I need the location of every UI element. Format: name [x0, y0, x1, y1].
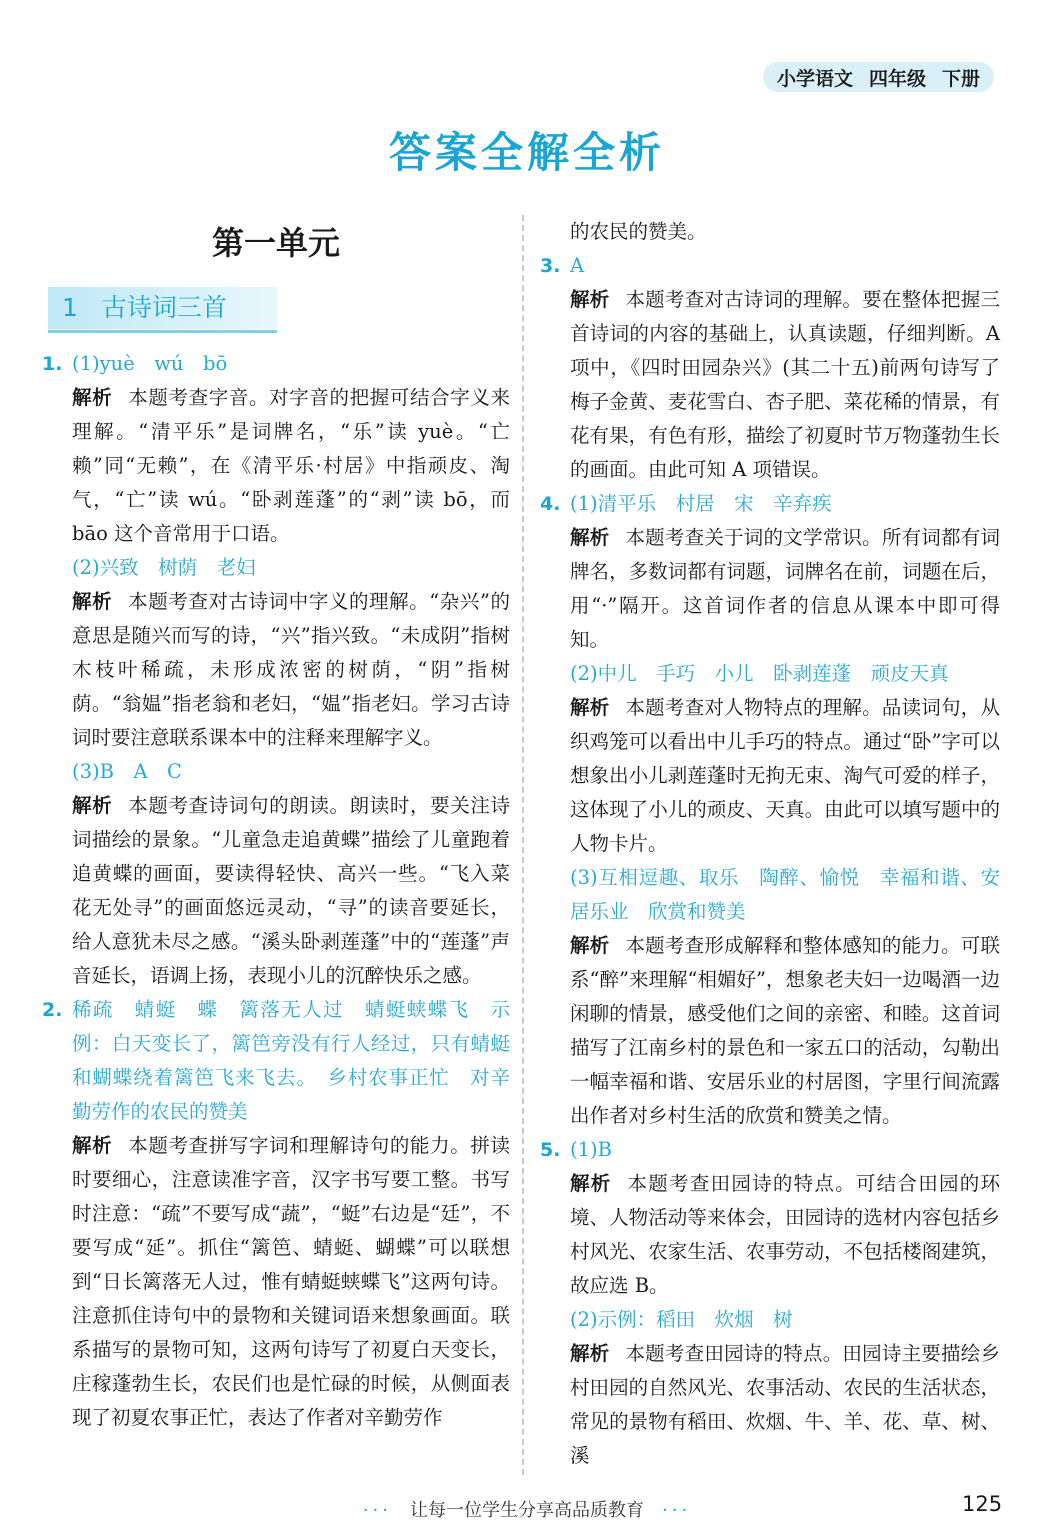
answer-item	[42, 551, 510, 585]
answer-item	[540, 1303, 1000, 1337]
page-title: 答案全解全析	[388, 128, 665, 177]
analysis-text: 本题考查对人物特点的理解。品读词句，从织鸡笼可以看出中儿手巧的特点。通过“卧”字可以想象出小儿剥莲蓬时无拘无束、淘气可爱的样子，这体现了小儿的顽皮、天真。由此可以填写题中的人物卡片。	[570, 696, 1000, 855]
analysis-text: 本题考查对古诗词中字义的理解。“杂兴”的意思是随兴而写的诗，“兴”指兴致。“未成阴”指树木枝叶稀疏，未形成浓密的树荫，“阴”指树荫。“翁媪”指老翁和老妇，“媪”指老妇。学习古诗词时要注意联系课本中的注释来理解字义。	[72, 590, 510, 749]
analysis-label: 解析	[570, 1342, 610, 1365]
analysis-block	[540, 521, 1000, 657]
answer-item	[42, 755, 510, 789]
analysis-label: 解析	[72, 1134, 113, 1157]
answer-text: (2)中儿 手巧 小儿 卧剥莲蓬 顽皮天真	[570, 662, 949, 685]
footer-slogan	[0, 1496, 1054, 1522]
question-number: 1.	[42, 353, 63, 375]
question-item	[540, 1133, 1000, 1167]
analysis-text: 本题考查田园诗的特点。田园诗主要描绘乡村田园的自然风光、农事活动、农民的生活状态，常见的景物有稻田、炊烟、牛、羊、花、草、树、溪	[570, 1342, 1000, 1467]
footer-dots-right: ···	[662, 1500, 692, 1521]
analysis-label: 解析	[570, 934, 610, 957]
answer-text: (3)B A C	[72, 760, 182, 783]
analysis-label: 解析	[570, 1172, 612, 1195]
column-divider	[522, 215, 524, 1475]
analysis-label: 解析	[72, 794, 113, 817]
analysis-label: 解析	[72, 590, 113, 613]
answer-text: 稀疏 蜻蜓 蝶 篱落无人过 蜻蜓蛱蝶飞 示例：白天变长了，篱笆旁没有行人经过，只有蜻蜓和蝴蝶绕着篱笆飞来飞去。 乡村农事正忙 对辛勤劳作的农民的赞美	[72, 998, 510, 1123]
analysis-block	[42, 1129, 510, 1435]
analysis-label: 解析	[570, 526, 610, 549]
analysis-block	[540, 1337, 1000, 1473]
analysis-text: 本题考查字音。对字音的把握可结合字义来理解。“清平乐”是词牌名，“乐”读 yuè。“亡赖”同“无赖”，在《清平乐·村居》中指顽皮、淘气，“亡”读 wú。“卧剥莲蓬”的“剥”读 bō，而 bāo 这个音常用于口语。	[72, 386, 510, 545]
unit-title: 第一单元	[211, 224, 340, 262]
analysis-block	[42, 789, 510, 993]
analysis-label: 解析	[570, 696, 610, 719]
grade-label: 四年级	[868, 67, 926, 90]
question-number: 3.	[540, 255, 561, 277]
analysis-text: 本题考查形成解释和整体感知的能力。可联系“醉”来理解“相媚好”，想象老夫妇一边喝酒一边闲聊的情景，感受他们之间的亲密、和睦。这首词描写了江南乡村的景色和一家五口的活动，勾勒出一幅幸福和谐、安居乐业的村居图，字里行间流露出作者对乡村生活的欣赏和赞美之情。	[570, 934, 1000, 1127]
analysis-text: 本题考查拼写字词和理解诗句的能力。拼读时要细心，注意读准字音，汉字书写要工整。书写时注意：“疏”不要写成“蔬”，“蜓”右边是“廷”，不要写成“延”。抓住“篱笆、蜻蜓、蝴蝶”可以联想到“日长篱落无人过，惟有蜻蜓蛱蝶飞”这两句诗。注意抓住诗句中的景物和关键词语来想象画面。联系描写的景物可知，这两句诗写了初夏白天变长，庄稼蓬勃生长，农民们也是忙碌的时候，从侧面表现了初夏农事正忙，表达了作者对辛勤劳作	[72, 1134, 510, 1429]
footer-slogan-text: 让每一位学生分享高品质教育	[410, 1500, 644, 1521]
answer-text: (2)示例：稻田 炊烟 树	[570, 1308, 793, 1331]
question-number: 4.	[540, 493, 561, 515]
analysis-block	[42, 381, 510, 551]
question-item	[540, 487, 1000, 521]
answer-item	[540, 861, 1000, 929]
page-number: 125	[962, 1492, 1003, 1516]
continued-analysis-text: 的农民的赞美。	[570, 220, 707, 243]
answer-text: (1)B	[570, 1138, 612, 1161]
analysis-text: 本题考查对古诗词的理解。要在整体把握三首诗词的内容的基础上，认真读题，仔细判断。A 项中，《四时田园杂兴》(其二十五)前两句诗写了梅子金黄、麦花雪白、杏子肥、菜花稀的情景，有花有果，有色有形，描绘了初夏时节万物蓬勃生长的画面。由此可知 A 项错误。	[570, 288, 1000, 481]
lesson-title: 古诗词三首	[101, 293, 227, 322]
subject-tag	[763, 62, 994, 92]
answer-text: (3)互相逗趣、取乐 陶醉、愉悦 幸福和谐、安居乐业 欣赏和赞美	[570, 866, 1000, 923]
lesson-number: 1	[62, 293, 78, 322]
answer-item	[540, 657, 1000, 691]
right-column	[540, 215, 1000, 1473]
question-item	[42, 347, 510, 381]
answer-text: (1)yuè wú bō	[72, 352, 228, 375]
answer-text: (2)兴致 树荫 老妇	[72, 556, 256, 579]
analysis-label: 解析	[72, 386, 113, 409]
footer-dots-left: ···	[362, 1500, 392, 1521]
analysis-label: 解析	[570, 288, 610, 311]
question-item	[42, 993, 510, 1129]
subject-label: 小学语文	[776, 67, 853, 90]
analysis-block	[540, 283, 1000, 487]
question-item	[540, 249, 1000, 283]
lesson-heading	[48, 287, 277, 329]
analysis-text: 本题考查诗词句的朗读。朗读时，要关注诗词描绘的景象。“儿童急走追黄蝶”描绘了儿童跑着追黄蝶的画面，要读得轻快、高兴一些。“飞入菜花无处寻”的画面悠远灵动，“寻”的读音要延长，给人意犹未尽之感。“溪头卧剥莲蓬”中的“莲蓬”声音延长，语调上扬，表现小儿的沉醉快乐之感。	[72, 794, 510, 987]
volume-label: 下册	[941, 67, 980, 90]
analysis-text: 本题考查关于词的文学常识。所有词都有词牌名，多数词都有词题，词牌名在前，词题在后，用“·”隔开。这首词作者的信息从课本中即可得知。	[570, 526, 1000, 651]
answer-text: (1)清平乐 村居 宋 辛弃疾	[570, 492, 832, 515]
analysis-block	[540, 1167, 1000, 1303]
answer-text: A	[570, 254, 585, 277]
analysis-block	[540, 691, 1000, 861]
question-number: 5.	[540, 1139, 561, 1161]
question-number: 2.	[42, 999, 63, 1021]
analysis-block	[540, 929, 1000, 1133]
analysis-text: 本题考查田园诗的特点。可结合田园的环境、人物活动等来体会，田园诗的选材内容包括乡村风光、农家生活、农事劳动，不包括楼阁建筑，故应选 B。	[570, 1172, 1000, 1297]
left-column	[42, 215, 510, 1435]
analysis-block	[42, 585, 510, 755]
continued-text	[540, 215, 1000, 249]
